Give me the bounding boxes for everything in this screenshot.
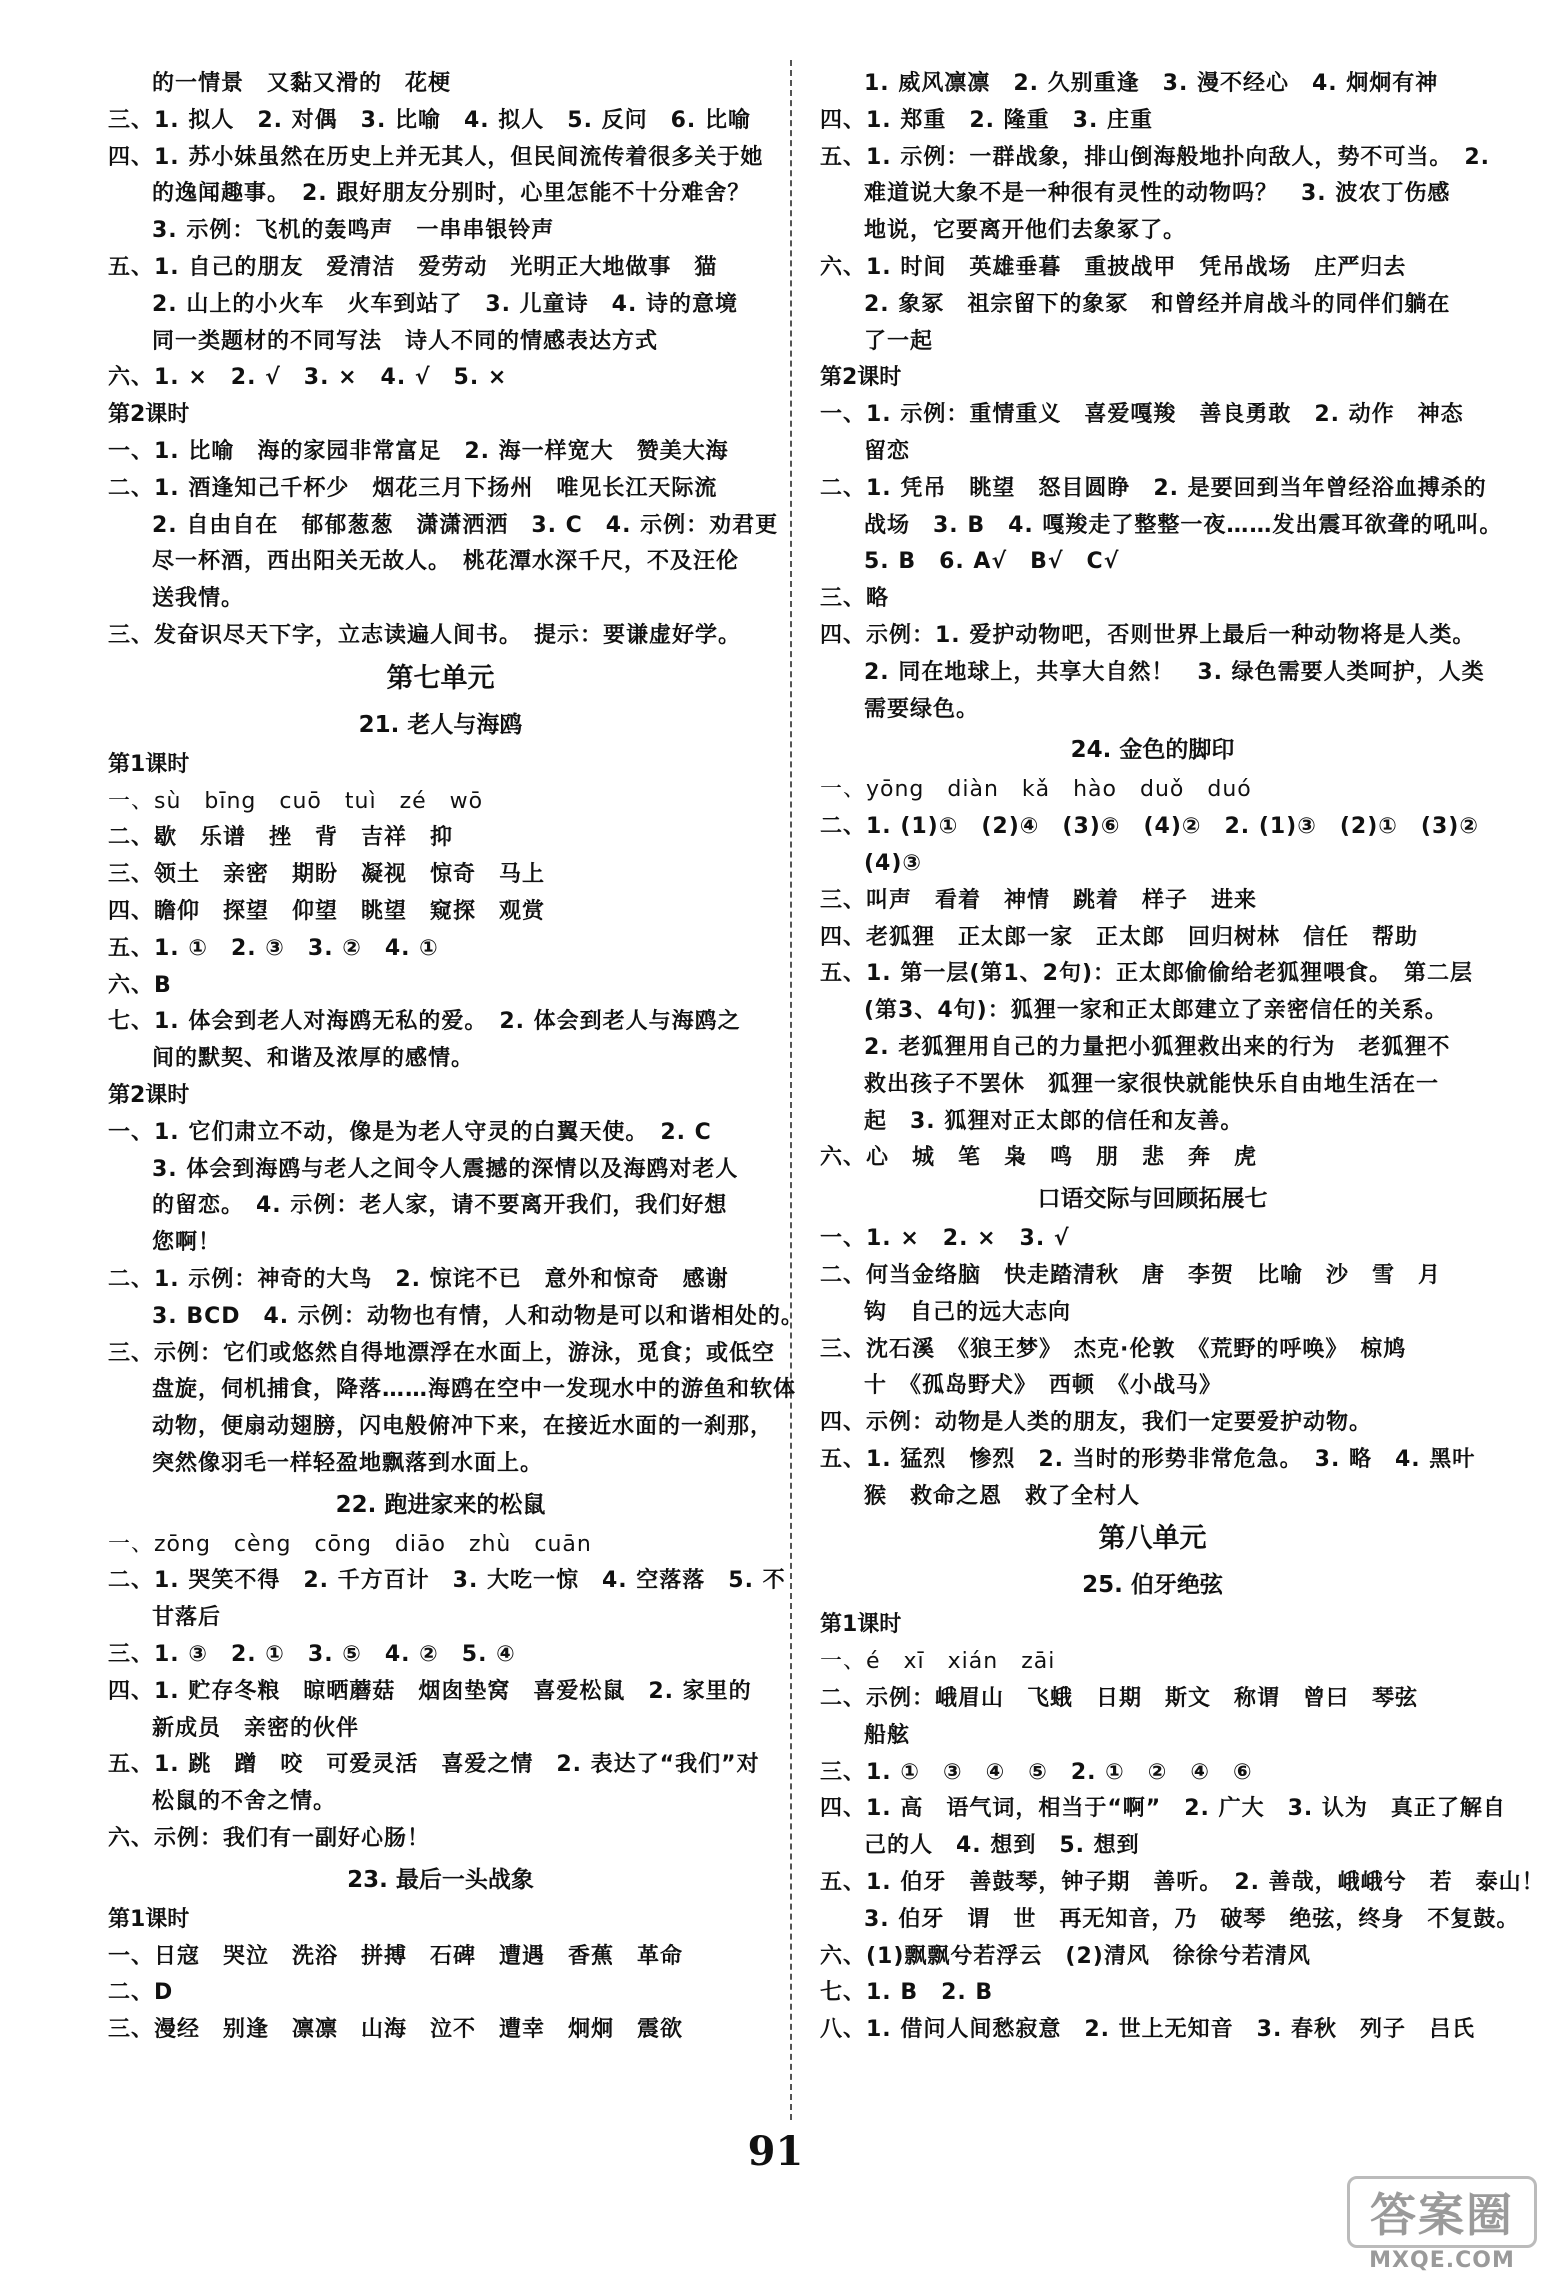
answer-line: 六、B [108, 972, 172, 998]
answer-line: 六、心 城 笔 枭 鸣 朋 悲 奔 虎 [820, 1145, 1258, 1171]
pinyin-line: 一、zōng cèng cōng diāo zhù cuān [108, 1531, 592, 1557]
watermark-url: MXQE.COM [1369, 2248, 1515, 2273]
answer-line: 的留恋。 4. 示例：老人家，请不要离开我们，我们好想 [152, 1193, 728, 1219]
answer-line: 起 3. 狐狸对正太郎的信任和友善。 [864, 1108, 1244, 1134]
answer-line: 送我情。 [152, 586, 245, 612]
answer-line: 救出孩子不罢休 狐狸一家很快就能快乐自由地生活在一 [864, 1071, 1440, 1097]
answer-line: 留恋 [864, 438, 911, 464]
answer-line: 四、1. 高 语气词，相当于“啊” 2. 广大 3. 认为 真正了解自 [820, 1796, 1506, 1822]
answer-line: 二、1. 酒逢知己千杯少 烟花三月下扬州 唯见长江天际流 [108, 475, 718, 501]
answer-line: 六、(1)飘飘兮若浮云 (2)清风 徐徐兮若清风 [820, 1943, 1311, 1969]
answer-line: 四、老狐狸 正太郎一家 正太郎 回归树林 信任 帮助 [820, 924, 1419, 950]
answer-line: 2. 象冢 祖宗留下的象冢 和曾经并肩战斗的同伴们躺在 [864, 291, 1451, 317]
answer-line: 六、示例：我们有一副好心肠！ [108, 1826, 431, 1852]
answer-line: 了一起 [864, 328, 934, 354]
answer-line: 三、领土 亲密 期盼 凝视 惊奇 马上 [108, 862, 546, 888]
answer-line: 五、1. 第一层(第1、2句)：正太郎偷偷给老狐狸喂食。 第二层 [820, 961, 1474, 987]
class-period-label: 第2课时 [108, 402, 190, 428]
answer-line: 己的人 4. 想到 5. 想到 [864, 1833, 1140, 1859]
class-period-label: 第1课时 [108, 1906, 190, 1932]
answer-line: 三、1. ③ 2. ① 3. ⑤ 4. ② 5. ④ [108, 1642, 516, 1668]
answer-line: 您啊！ [152, 1230, 222, 1256]
class-period-label: 第1课时 [820, 1612, 902, 1638]
answer-line: 三、示例：它们或悠然自得地漂浮在水面上，游泳，觅食；或低空 [108, 1340, 776, 1366]
lesson-title: 25. 伯牙绝弦 [1082, 1572, 1223, 1599]
answer-line: 松鼠的不舍之情。 [152, 1789, 337, 1815]
class-period-label: 第2课时 [108, 1082, 190, 1108]
answer-line: 2. 同在地球上，共享大自然！ 3. 绿色需要人类呵护，人类 [864, 659, 1485, 685]
answer-line: 3. 示例：飞机的轰鸣声 一串串银铃声 [152, 218, 555, 244]
answer-line: 一、1. × 2. × 3. √ [820, 1226, 1070, 1252]
answer-line: 三、叫声 看着 神情 跳着 样子 进来 [820, 887, 1258, 913]
lesson-title: 21. 老人与海鸥 [358, 711, 523, 738]
answer-line: 船舷 [864, 1722, 911, 1748]
answer-line: 难道说大象不是一种很有灵性的动物吗？ 3. 波农丁伤感 [864, 181, 1451, 207]
answer-line: 战场 3. B 4. 嘎羧走了整整一夜……发出震耳欲聋的吼叫。 [864, 512, 1503, 538]
answer-line: 三、1. 拟人 2. 对偶 3. 比喻 4. 拟人 5. 反问 6. 比喻 [108, 107, 751, 133]
answer-line: 五、1. 猛烈 惨烈 2. 当时的形势非常危急。 3. 略 4. 黑叶 [820, 1446, 1476, 1472]
answer-line: 3. BCD 4. 示例：动物也有情，人和动物是可以和谐相处的。 [152, 1303, 804, 1329]
unit-heading: 第八单元 [1098, 1523, 1207, 1555]
answer-line: 二、歇 乐谱 挫 背 吉祥 抑 [108, 825, 454, 851]
answer-line: 新成员 亲密的伙伴 [152, 1715, 360, 1741]
lesson-title: 22. 跑进家来的松鼠 [335, 1491, 546, 1518]
answer-line: 七、1. 体会到老人对海鸥无私的爱。 2. 体会到老人与海鸥之 [108, 1009, 741, 1035]
answer-line: 地说，它要离开他们去象冢了。 [864, 218, 1187, 244]
answer-line: 同一类题材的不同写法 诗人不同的情感表达方式 [152, 328, 659, 354]
answer-line: 二、1. (1)① (2)④ (3)⑥ (4)② 2. (1)③ (2)① (3)② [820, 814, 1479, 840]
answer-line: 四、瞻仰 探望 仰望 眺望 窥探 观赏 [108, 898, 546, 924]
answer-line: 甘落后 [152, 1605, 222, 1631]
pinyin-line: 一、yōng diàn kǎ hào duǒ duó [820, 777, 1252, 803]
class-period-label: 第2课时 [820, 365, 902, 391]
answer-line: (第3、4句)：狐狸一家和正太郎建立了亲密信任的关系。 [864, 998, 1448, 1024]
lesson-title: 23. 最后一头战象 [347, 1866, 534, 1893]
answer-line: 5. B 6. A√ B√ C√ [864, 549, 1120, 575]
answer-line: 五、1. 跳 蹭 咬 可爱灵活 喜爱之情 2. 表达了“我们”对 [108, 1752, 760, 1778]
answer-line: 突然像羽毛一样轻盈地飘落到水面上。 [152, 1450, 544, 1476]
answer-line: 五、1. 示例：一群战象，排山倒海般地扑向敌人，势不可当。 2. [820, 144, 1490, 170]
answer-line: 六、1. 时间 英雄垂暮 重披战甲 凭吊战场 庄严归去 [820, 254, 1407, 280]
answer-line: 四、示例：动物是人类的朋友，我们一定要爱护动物。 [820, 1410, 1373, 1436]
answer-line: 盘旋，伺机捕食，降落……海鸥在空中一发现水中的游鱼和软体 [152, 1377, 797, 1403]
answer-line: 一、日寇 哭泣 洗浴 拼搏 石碑 遭遇 香蕉 革命 [108, 1943, 684, 1969]
answer-line: 四、1. 苏小妹虽然在历史上并无其人，但民间流传着很多关于她 [108, 144, 764, 170]
answer-line: 一、1. 示例：重情重义 喜爱嘎羧 善良勇敢 2. 动作 神态 [820, 402, 1464, 428]
answer-line: 二、1. 凭吊 眺望 怒目圆睁 2. 是要回到当年曾经浴血搏杀的 [820, 475, 1487, 501]
watermark-logo-text: 答案圈 [1347, 2176, 1537, 2248]
answer-line: 一、1. 它们肃立不动，像是为老人守灵的白翼天使。 2. C [108, 1119, 712, 1145]
answer-line: 三、漫经 别逢 凛凛 山海 泣不 遭幸 炯炯 震欲 [108, 2017, 684, 2043]
answer-line: 五、1. ① 2. ③ 3. ② 4. ① [108, 935, 439, 961]
answer-line: 间的默契、和谐及浓厚的感情。 [152, 1046, 475, 1072]
right-column [820, 66, 1545, 2049]
page-number: 91 [747, 2128, 804, 2175]
answer-line: 2. 自由自在 郁郁葱葱 潇潇洒洒 3. C 4. 示例：劝君更 [152, 512, 779, 538]
answer-line: 二、示例：峨眉山 飞蛾 日期 斯文 称谓 曾曰 琴弦 [820, 1686, 1419, 1712]
answer-line: 1. 威风凛凛 2. 久别重逢 3. 漫不经心 4. 炯炯有神 [864, 71, 1439, 96]
answer-line: 二、1. 示例：神奇的大鸟 2. 惊诧不已 意外和惊奇 感谢 [108, 1266, 729, 1292]
unit-heading: 第七单元 [386, 662, 495, 694]
answer-line: 三、略 [820, 586, 890, 612]
answer-line: 三、发奋识尽天下字，立志读遍人间书。 提示：要谦虚好学。 [108, 622, 742, 648]
answer-line: 的一情景 又黏又滑的 花梗 [152, 71, 452, 96]
lesson-title: 24. 金色的脚印 [1070, 737, 1235, 764]
answer-line: 七、1. B 2. B [820, 1980, 994, 2006]
answer-line: 三、沈石溪 《狼王梦》 杰克·伦敦 《荒野的呼唤》 椋鸠 [820, 1336, 1407, 1362]
answer-line: 3. 伯牙 谓 世 再无知音，乃 破琴 绝弦，终身 不复鼓。 [864, 1906, 1520, 1932]
answer-line: 二、1. 哭笑不得 2. 千方百计 3. 大吃一惊 4. 空落落 5. 不 [108, 1568, 786, 1594]
answer-line: 的逸闻趣事。 2. 跟好朋友分别时，心里怎能不十分难舍？ [152, 181, 751, 207]
answer-line: 2. 山上的小火车 火车到站了 3. 儿童诗 4. 诗的意境 [152, 291, 738, 317]
answer-line: 五、1. 自己的朋友 爱清洁 爱劳动 光明正大地做事 猫 [108, 254, 718, 280]
answer-line: 2. 老狐狸用自己的力量把小狐狸救出来的行为 老狐狸不 [864, 1034, 1451, 1060]
answer-line: 四、1. 贮存冬粮 晾晒蘑菇 烟囱垫窝 喜爱松鼠 2. 家里的 [108, 1678, 752, 1704]
answer-line: (4)③ [864, 850, 923, 876]
answer-line: 3. 体会到海鸥与老人之间令人震撼的深情以及海鸥对老人 [152, 1156, 739, 1182]
answer-line: 六、1. × 2. √ 3. × 4. √ 5. × [108, 365, 508, 391]
answer-line: 八、1. 借问人间愁寂意 2. 世上无知音 3. 春秋 列子 吕氏 [820, 2017, 1475, 2043]
class-period-label: 第1课时 [108, 751, 190, 777]
answer-line: 十 《孤岛野犬》 西顿 《小战马》 [864, 1373, 1223, 1399]
watermark-logo [1347, 2176, 1537, 2273]
answer-line: 一、1. 比喻 海的家园非常富足 2. 海一样宽大 赞美大海 [108, 438, 729, 464]
answer-line: 钩 自己的远大志向 [864, 1299, 1072, 1325]
answer-line: 尽一杯酒，西出阳关无故人。 桃花潭水深千尺，不及汪伦 [152, 549, 740, 575]
answer-line: 二、D [108, 1980, 174, 2006]
answer-line: 三、1. ① ③ ④ ⑤ 2. ① ② ④ ⑥ [820, 1759, 1253, 1785]
answer-line: 需要绿色。 [864, 696, 980, 722]
answer-line: 猴 救命之恩 救了全村人 [864, 1483, 1141, 1509]
left-column [108, 66, 804, 2049]
answer-line: 五、1. 伯牙 善鼓琴，钟子期 善听。 2. 善哉，峨峨兮 若 泰山！ [820, 1870, 1545, 1896]
lesson-title: 口语交际与回顾拓展七 [1037, 1186, 1268, 1213]
pinyin-line: 一、é xī xián zāi [820, 1649, 1056, 1675]
answer-line: 四、示例：1. 爱护动物吧，否则世界上最后一种动物将是人类。 [820, 622, 1476, 648]
answer-line: 动物，便扇动翅膀，闪电般俯冲下来，在接近水面的一刹那， [152, 1414, 774, 1440]
pinyin-line: 一、sù bīng cuō tuì zé wō [108, 788, 484, 814]
answer-line: 二、何当金络脑 快走踏清秋 唐 李贺 比喻 沙 雪 月 [820, 1262, 1442, 1288]
answer-line: 四、1. 郑重 2. 隆重 3. 庄重 [820, 107, 1153, 133]
column-divider [790, 60, 792, 2120]
